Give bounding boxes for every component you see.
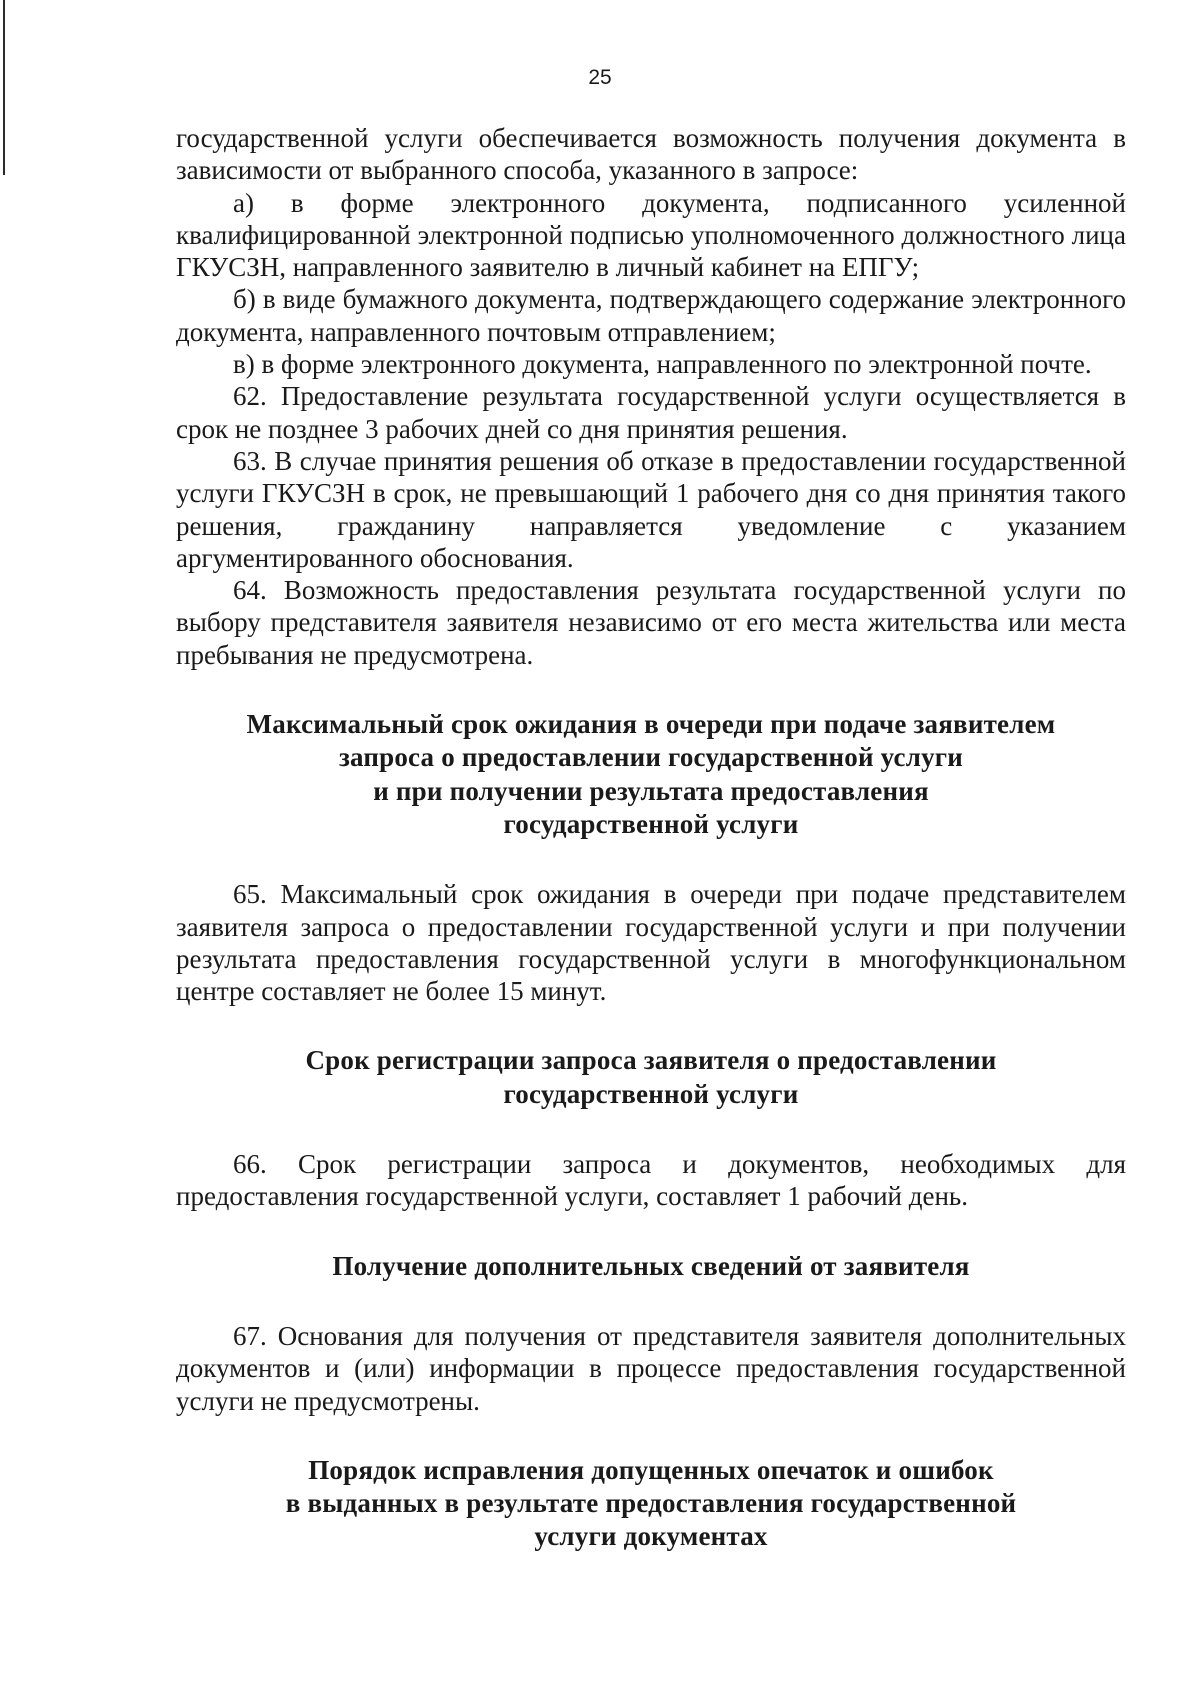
paragraph-item-a: а) в форме электронного документа, подписанного усиленной квалифицированной электронной подписью уполномоченного должностного лица ГКУСЗН, направленного заявителю в личный кабинет на ЕПГУ; [176,187,1126,283]
section-heading-additional-info [176,1250,1126,1283]
heading-line: Максимальный срок ожидания в очереди при подаче заявителем [246,709,1056,740]
heading-line: Порядок исправления допущенных опечаток и ошибок [308,1454,994,1485]
page-number: 25 [588,66,612,89]
heading-line: услуги документах [534,1521,768,1552]
paragraph-item-b: б) в виде бумажного документа, подтверждающего содержание электронного документа, направленного почтовым отправлением; [176,284,1126,347]
heading-line: в выданных в результате предоставления государственной [285,1488,1017,1519]
paragraph-65: 65. Максимальный срок ожидания в очереди при подаче представителем заявителя запроса о предоставлении государственной услуги и при получении результата предоставления государственной услуги в многофункциональном центре составляет не более 15 минут. [176,879,1126,1007]
heading-line: Срок регистрации запроса заявителя о предоставлении [305,1045,997,1076]
section-heading-corrections [176,1454,1126,1554]
paragraph-continuation: государственной услуги обеспечивается возможность получения документа в зависимости от выбранного способа, указанного в запросе: [176,123,1126,186]
heading-line: государственной услуги [503,1078,799,1109]
paragraph-66: 66. Срок регистрации запроса и документов, необходимых для предоставления государственной услуги, составляет 1 рабочий день. [176,1149,1126,1212]
heading-line: запроса о предоставлении государственной услуги [338,742,964,773]
section-heading-max-wait [176,708,1126,841]
section-heading-registration [176,1044,1126,1111]
heading-line: государственной услуги [503,808,799,839]
paragraph-item-v: в) в форме электронного документа, направленного по электронной почте. [233,349,1092,380]
heading-line: и при получении результата предоставления [373,775,929,806]
paragraph-67: 67. Основания для получения от представителя заявителя дополнительных документов и (или) информации в процессе предоставления государственной услуги не предусмотрены. [176,1320,1126,1416]
heading-line: Получение дополнительных сведений от заявителя [332,1250,970,1281]
paragraph-62: 62. Предоставление результата государственной услуги осуществляется в срок не позднее 3 рабочих дней со дня принятия решения. [176,381,1126,444]
paragraph-64: 64. Возможность предоставления результата государственной услуги по выбору представителя заявителя независимо от его места жительства или места пребывания не предусмотрена. [176,575,1126,670]
paragraph-63: 63. В случае принятия решения об отказе в предоставлении государственной услуги ГКУСЗН в срок, не превышающий 1 рабочего дня со дня принятия такого решения, гражданину направляется уведомление с указанием аргументированного обоснования. [176,445,1126,573]
document-body [176,122,1126,1554]
